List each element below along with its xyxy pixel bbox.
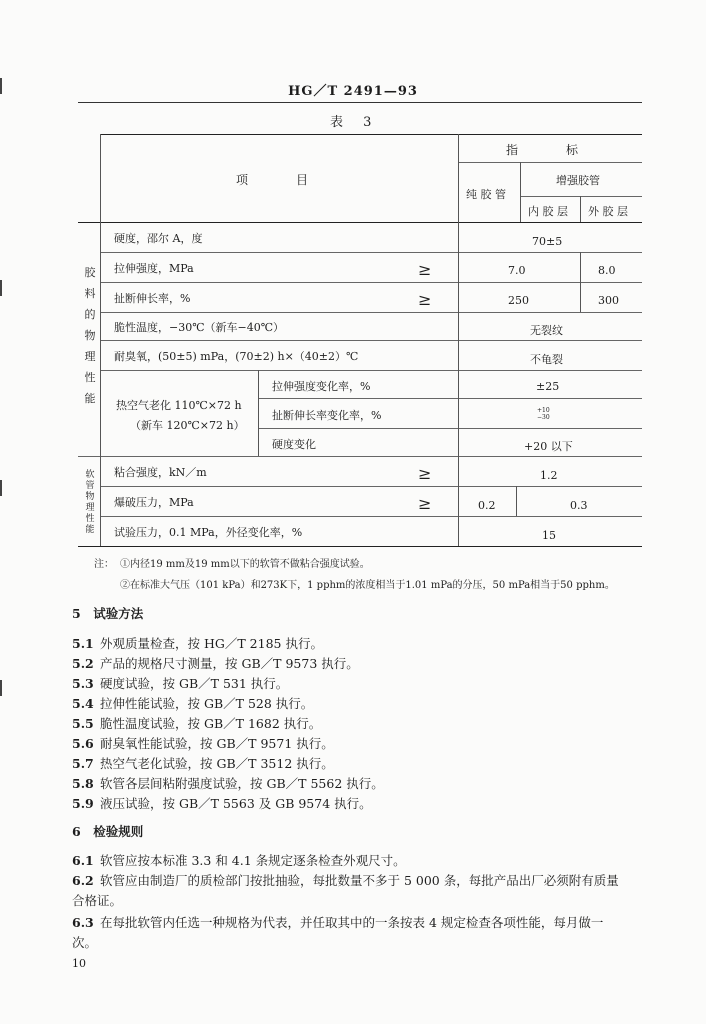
- scan-mark: [0, 680, 2, 696]
- table-line: [458, 162, 642, 163]
- row-ozone-value: 不龟裂: [530, 353, 563, 366]
- row-elongation-pure: 250: [508, 294, 529, 307]
- document-header: HG／T 2491—93: [288, 84, 418, 99]
- item-6-2: 6.2 软管应由制造厂的质检部门按批抽验，每批数量不多于 5 000 条，每批产品出厂必须附有质量: [72, 873, 619, 888]
- col-header-reinforced: 增强胶管: [556, 174, 600, 187]
- table-vline: [580, 252, 581, 312]
- table-vline: [520, 162, 521, 222]
- table-top-border: [100, 134, 642, 135]
- item-5-7: 5.7 热空气老化试验，按 GB／T 3512 执行。: [72, 756, 334, 771]
- row-aging-hardness-label: 硬度变化: [272, 438, 316, 451]
- row-burst-reinforced: 0.3: [570, 499, 588, 512]
- page-number: 10: [72, 957, 86, 970]
- item-5-5: 5.5 脆性温度试验，按 GB／T 1682 执行。: [72, 716, 322, 731]
- row-elongation-label: 扯断伸长率，%: [114, 292, 191, 305]
- group-label-hose: 软 管 物 理 性 能: [85, 470, 95, 535]
- table-line: [520, 196, 642, 197]
- row-brittle-label: 脆性温度，−30℃（新车−40℃）: [114, 321, 285, 334]
- row-aging-label1: 热空气老化 110℃×72 h: [116, 399, 242, 412]
- table-vline: [100, 134, 101, 546]
- row-hardness-label: 硬度，邵尔 A，度: [114, 232, 203, 245]
- col-header-pure: 纯 胶 管: [466, 188, 506, 201]
- row-aging-label2: （新车 120℃×72 h）: [130, 419, 245, 432]
- row-aging-tensile-label: 拉伸强度变化率，%: [272, 380, 371, 393]
- table-vline: [580, 196, 581, 222]
- scan-mark: [0, 480, 2, 496]
- note-2: ②在标准大气压（101 kPa）和273K下，1 pphm的浓度相当于1.01 mPa的分压，50 mPa相当于50 pphm。: [120, 580, 615, 591]
- item-6-3-cont: 次。: [72, 935, 98, 950]
- item-6-2-cont: 合格证。: [72, 893, 123, 908]
- row-elongation-outer: 300: [598, 294, 619, 307]
- item-5-6: 5.6 耐臭氧性能试验，按 GB／T 9571 执行。: [72, 736, 334, 751]
- table-line: [100, 312, 642, 313]
- section-6-title: 6 检验规则: [72, 824, 144, 839]
- row-test-pressure-label: 试验压力，0.1 MPa，外径变化率，%: [114, 526, 303, 539]
- table-bottom-border: [78, 546, 642, 547]
- ge-symbol: ≥: [418, 290, 432, 309]
- item-6-1: 6.1 软管应按本标准 3.3 和 4.1 条规定逐条检查外观尺寸。: [72, 853, 406, 868]
- row-tensile-outer: 8.0: [598, 264, 616, 277]
- row-aging-elongation-up: +10: [537, 407, 550, 414]
- row-tensile-label: 拉伸强度，MPa: [114, 262, 194, 275]
- table-line: [258, 398, 642, 399]
- table-line: [100, 252, 642, 253]
- row-brittle-value: 无裂纹: [530, 324, 563, 337]
- scan-mark: [0, 280, 2, 296]
- row-test-pressure-value: 15: [542, 529, 556, 542]
- row-adhesion-label: 粘合强度，kN／m: [114, 466, 207, 479]
- group-label-material: 胶 料 的 物 理 性 能: [84, 266, 96, 405]
- table-line: [78, 456, 642, 457]
- section-5-title: 5 试验方法: [72, 606, 144, 621]
- item-5-9: 5.9 液压试验，按 GB／T 5563 及 GB 9574 执行。: [72, 796, 372, 811]
- item-5-3: 5.3 硬度试验，按 GB／T 531 执行。: [72, 676, 289, 691]
- notes-label: 注：: [94, 559, 114, 570]
- row-aging-tensile-value: ±25: [536, 380, 560, 393]
- col-header-outer: 外 胶 层: [588, 205, 628, 218]
- row-burst-label: 爆破压力，MPa: [114, 496, 194, 509]
- item-5-1: 5.1 外观质量检查，按 HG／T 2185 执行。: [72, 636, 323, 651]
- table-line: [100, 370, 642, 371]
- table-vline: [258, 370, 259, 456]
- note-1: ①内径19 mm及19 mm以下的软管不做粘合强度试验。: [120, 559, 370, 570]
- row-burst-pure: 0.2: [478, 499, 496, 512]
- col-header-item: 项 目: [236, 173, 309, 187]
- table-vline: [458, 134, 459, 546]
- item-5-8: 5.8 软管各层间粘附强度试验，按 GB／T 5562 执行。: [72, 776, 384, 791]
- table-vline: [516, 486, 517, 516]
- row-tensile-pure: 7.0: [508, 264, 526, 277]
- table-line: [100, 516, 642, 517]
- item-5-4: 5.4 拉伸性能试验，按 GB／T 528 执行。: [72, 696, 314, 711]
- table-line: [100, 340, 642, 341]
- ge-symbol: ≥: [418, 260, 432, 279]
- ge-symbol: ≥: [418, 464, 432, 483]
- col-header-inner: 内 胶 层: [528, 205, 568, 218]
- header-bottom-border: [78, 222, 642, 223]
- col-header-index: 指 标: [506, 143, 579, 157]
- row-hardness-value: 70±5: [532, 235, 563, 248]
- row-adhesion-value: 1.2: [540, 469, 558, 482]
- row-aging-elongation-down: −30: [537, 414, 550, 421]
- table-title: 表 3: [330, 115, 380, 130]
- row-aging-hardness-value: +20 以下: [524, 440, 573, 453]
- table-line: [258, 428, 642, 429]
- header-rule: [78, 102, 642, 103]
- row-aging-elongation-label: 扯断伸长率变化率，%: [272, 409, 382, 422]
- item-6-3: 6.3 在每批软管内任选一种规格为代表，并任取其中的一条按表 4 规定检查各项性能，每月做一: [72, 915, 604, 930]
- item-5-2: 5.2 产品的规格尺寸测量，按 GB／T 9573 执行。: [72, 656, 359, 671]
- table-line: [100, 282, 642, 283]
- row-ozone-label: 耐臭氧，(50±5) mPa，(70±2) h×（40±2）℃: [114, 350, 359, 363]
- ge-symbol: ≥: [418, 494, 432, 513]
- table-line: [100, 486, 642, 487]
